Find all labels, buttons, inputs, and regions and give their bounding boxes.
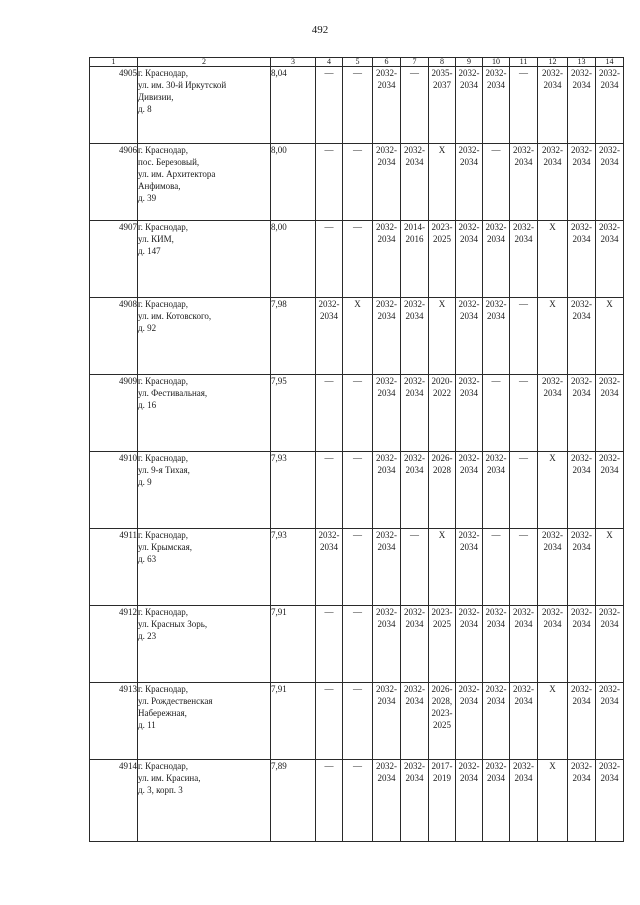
period-cell: 2032- 2034 [596,221,624,298]
period-cell: 2032- 2034 [401,606,429,683]
period-cell: 2035- 2037 [429,67,456,144]
address-cell [138,298,271,375]
address-line: ул. Крымская, [138,542,192,552]
row-number: 4911 [90,529,138,606]
address-line: д. 8 [138,104,152,114]
column-header: 4 [316,58,343,67]
address-line: д. 3, корп. 3 [138,785,183,795]
period-cell: — [510,67,538,144]
value-cell: 8,00 [271,221,316,298]
address-line: ул. им. Архитектора [138,169,216,179]
period-cell: X [538,760,568,842]
value-cell: 7,93 [271,529,316,606]
period-cell: 2032- 2034 [568,144,596,221]
period-cell: 2032- 2034 [401,683,429,760]
header-row [90,58,624,67]
period-cell: X [596,298,624,375]
row-number: 4905 [90,67,138,144]
period-cell: — [316,144,343,221]
period-cell: 2032- 2034 [373,221,401,298]
column-header: 7 [401,58,429,67]
period-cell: — [316,683,343,760]
table-header [90,58,624,67]
period-cell: 2032- 2034 [568,529,596,606]
address-line: д. 11 [138,720,156,730]
period-cell: 2032- 2034 [596,452,624,529]
value-cell: 7,91 [271,606,316,683]
period-cell: 2032- 2034 [316,298,343,375]
address-line: д. 92 [138,323,157,333]
table-row [90,683,624,760]
period-cell: — [316,67,343,144]
table-row [90,606,624,683]
period-cell: 2032- 2034 [373,606,401,683]
table-row [90,452,624,529]
period-cell: — [343,144,373,221]
address-line: ул. КИМ, [138,234,174,244]
period-cell: — [343,529,373,606]
address-line: ул. им. 30-й Иркутской [138,80,227,90]
column-header: 1 [90,58,138,67]
period-cell: 2032- 2034 [538,144,568,221]
period-cell: 2032- 2034 [596,606,624,683]
period-cell: 2032- 2034 [401,452,429,529]
row-number: 4907 [90,221,138,298]
period-cell: — [510,298,538,375]
period-cell: 2032- 2034 [401,144,429,221]
address-line: д. 147 [138,246,161,256]
row-number: 4912 [90,606,138,683]
table-row [90,67,624,144]
period-cell: 2032- 2034 [456,683,483,760]
period-cell: — [316,606,343,683]
period-cell: 2032- 2034 [456,529,483,606]
period-cell: — [510,529,538,606]
column-header: 6 [373,58,401,67]
period-cell: 2032- 2034 [483,760,510,842]
column-header: 10 [483,58,510,67]
address-line: г. Краснодар, [138,299,189,309]
period-cell: X [596,529,624,606]
period-cell: 2032- 2034 [373,375,401,452]
period-cell: 2032- 2034 [316,529,343,606]
period-cell: — [483,529,510,606]
period-cell: 2032- 2034 [456,375,483,452]
period-cell: — [316,452,343,529]
period-cell: 2032- 2034 [373,67,401,144]
period-cell: — [343,221,373,298]
address-cell [138,529,271,606]
address-line: ул. Фестивальная, [138,388,208,398]
address-line: г. Краснодар, [138,222,189,232]
period-cell: — [343,760,373,842]
address-cell [138,221,271,298]
period-cell: 2023- 2025 [429,221,456,298]
period-cell: X [538,452,568,529]
address-line: г. Краснодар, [138,684,189,694]
address-cell [138,67,271,144]
address-cell [138,144,271,221]
period-cell: 2032- 2034 [568,683,596,760]
period-cell: 2032- 2034 [568,298,596,375]
period-cell: X [538,298,568,375]
period-cell: — [343,67,373,144]
period-cell: 2032- 2034 [538,67,568,144]
period-cell: 2032- 2034 [483,221,510,298]
period-cell: 2032- 2034 [510,760,538,842]
period-cell: — [510,375,538,452]
address-line: д. 23 [138,631,157,641]
period-cell: 2032- 2034 [456,144,483,221]
period-cell: 2032- 2034 [456,67,483,144]
period-cell: 2032- 2034 [483,452,510,529]
table-row [90,144,624,221]
period-cell: — [401,67,429,144]
address-line: ул. Рождественская [138,696,213,706]
period-cell: X [429,529,456,606]
period-cell: — [343,606,373,683]
column-header: 5 [343,58,373,67]
period-cell: 2014- 2016 [401,221,429,298]
period-cell: 2032- 2034 [596,144,624,221]
table-row [90,760,624,842]
address-cell [138,683,271,760]
period-cell: 2032- 2034 [596,67,624,144]
address-line: д. 39 [138,193,157,203]
address-cell [138,606,271,683]
address-line: г. Краснодар, [138,376,189,386]
address-line: ул. им. Котовского, [138,311,212,321]
period-cell: 2026- 2028, 2023- 2025 [429,683,456,760]
table-row [90,298,624,375]
address-line: д. 16 [138,400,157,410]
address-line: д. 9 [138,477,152,487]
period-cell: X [429,298,456,375]
address-line: г. Краснодар, [138,453,189,463]
column-header: 3 [271,58,316,67]
period-cell: X [538,683,568,760]
column-header: 12 [538,58,568,67]
period-cell: 2032- 2034 [568,221,596,298]
value-cell: 8,04 [271,67,316,144]
row-number: 4909 [90,375,138,452]
table-row [90,375,624,452]
capital-repair-schedule-table [89,57,624,842]
address-line: д. 63 [138,554,157,564]
column-header: 13 [568,58,596,67]
period-cell: 2032- 2034 [568,606,596,683]
period-cell: 2032- 2034 [483,683,510,760]
period-cell: 2032- 2034 [510,144,538,221]
period-cell: 2032- 2034 [456,606,483,683]
period-cell: 2032- 2034 [373,298,401,375]
period-cell: — [510,452,538,529]
address-line: Дивизии, [138,92,174,102]
row-number: 4910 [90,452,138,529]
address-line: г. Краснодар, [138,68,189,78]
period-cell: X [429,144,456,221]
period-cell: 2032- 2034 [596,683,624,760]
period-cell: 2032- 2034 [373,452,401,529]
period-cell: 2017- 2019 [429,760,456,842]
column-header: 8 [429,58,456,67]
period-cell: 2032- 2034 [373,529,401,606]
period-cell: 2032- 2034 [401,298,429,375]
period-cell: 2032- 2034 [483,67,510,144]
period-cell: 2032- 2034 [456,298,483,375]
period-cell: 2032- 2034 [373,683,401,760]
period-cell: 2032- 2034 [401,375,429,452]
address-cell [138,375,271,452]
value-cell: 7,91 [271,683,316,760]
period-cell: 2020- 2022 [429,375,456,452]
address-line: г. Краснодар, [138,761,189,771]
period-cell: 2032- 2034 [456,221,483,298]
period-cell: 2026- 2028 [429,452,456,529]
period-cell: 2032- 2034 [568,375,596,452]
address-cell [138,760,271,842]
period-cell: 2032- 2034 [538,606,568,683]
period-cell: — [401,529,429,606]
period-cell: 2032- 2034 [538,375,568,452]
page-number: 492 [311,24,329,36]
table-body [90,67,624,842]
period-cell: 2032- 2034 [596,760,624,842]
period-cell: 2023- 2025 [429,606,456,683]
address-cell [138,452,271,529]
period-cell: 2032- 2034 [568,452,596,529]
address-line: г. Краснодар, [138,145,189,155]
period-cell: — [343,683,373,760]
period-cell: 2032- 2034 [510,221,538,298]
row-number: 4913 [90,683,138,760]
period-cell: 2032- 2034 [510,683,538,760]
period-cell: 2032- 2034 [483,298,510,375]
period-cell: 2032- 2034 [456,452,483,529]
address-line: ул. им. Красина, [138,773,201,783]
period-cell: 2032- 2034 [538,529,568,606]
period-cell: — [483,375,510,452]
value-cell: 8,00 [271,144,316,221]
period-cell: 2032- 2034 [483,606,510,683]
column-header: 9 [456,58,483,67]
column-header: 11 [510,58,538,67]
period-cell: 2032- 2034 [456,760,483,842]
address-line: г. Краснодар, [138,530,189,540]
row-number: 4908 [90,298,138,375]
period-cell: 2032- 2034 [568,760,596,842]
address-line: пос. Березовый, [138,157,200,167]
table-row [90,529,624,606]
period-cell: — [316,221,343,298]
period-cell: 2032- 2034 [373,144,401,221]
address-line: ул. Красных Зорь, [138,619,208,629]
column-header: 2 [138,58,271,67]
address-line: г. Краснодар, [138,607,189,617]
period-cell: X [538,221,568,298]
period-cell: 2032- 2034 [373,760,401,842]
period-cell: 2032- 2034 [596,375,624,452]
table-row [90,221,624,298]
period-cell: — [343,452,373,529]
period-cell: X [343,298,373,375]
row-number: 4906 [90,144,138,221]
address-line: Анфимова, [138,181,181,191]
row-number: 4914 [90,760,138,842]
value-cell: 7,93 [271,452,316,529]
value-cell: 7,89 [271,760,316,842]
address-line: ул. 9-я Тихая, [138,465,190,475]
period-cell: — [343,375,373,452]
period-cell: — [316,375,343,452]
period-cell: 2032- 2034 [401,760,429,842]
address-line: Набережная, [138,708,187,718]
value-cell: 7,95 [271,375,316,452]
value-cell: 7,98 [271,298,316,375]
column-header: 14 [596,58,624,67]
period-cell: — [316,760,343,842]
period-cell: — [483,144,510,221]
period-cell: 2032- 2034 [568,67,596,144]
period-cell: 2032- 2034 [510,606,538,683]
